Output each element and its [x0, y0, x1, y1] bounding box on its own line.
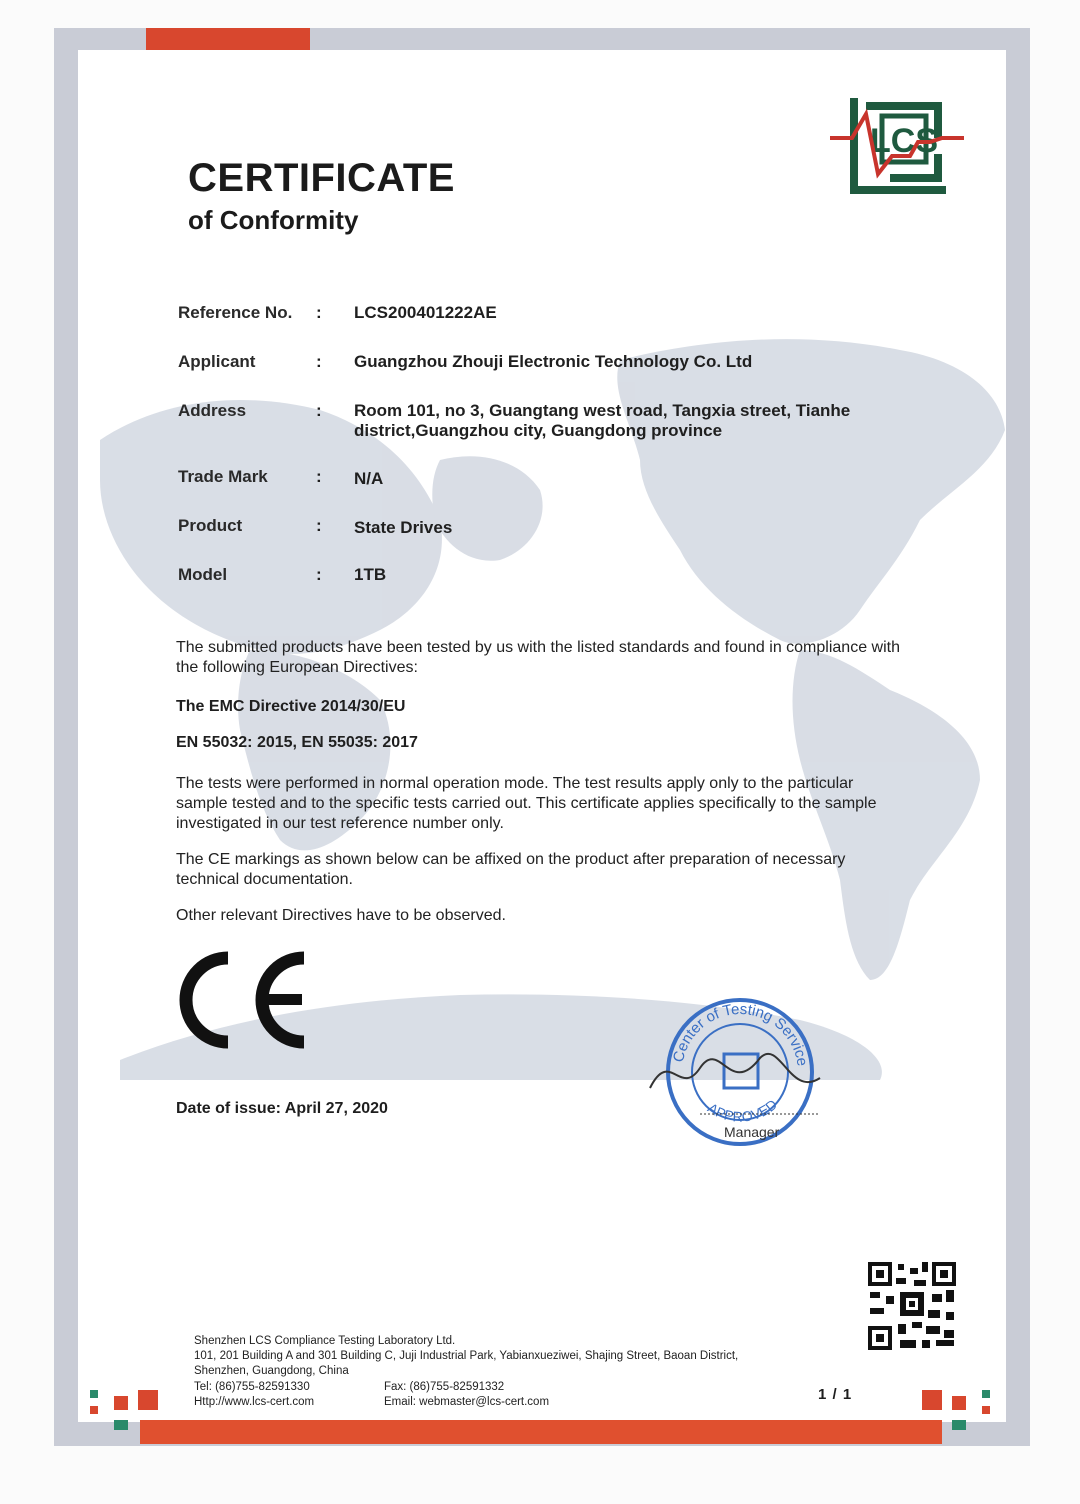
- qr-code: [866, 1260, 958, 1352]
- field-colon: :: [316, 352, 322, 371]
- top-accent-bar: [146, 28, 310, 50]
- standards-text: EN 55032: 2015, EN 55035: 2017: [176, 734, 418, 751]
- field-value: N/A: [354, 469, 384, 488]
- other-directives-text: Other relevant Directives have to be observed.: [176, 907, 506, 924]
- date-of-issue: Date of issue: April 27, 2020: [176, 1100, 388, 1117]
- footer-email: Email: webmaster@lcs-cert.com: [384, 1396, 550, 1408]
- ce-line: technical documentation.: [176, 871, 353, 888]
- bottom-accent-bar: [140, 1420, 942, 1444]
- tests-paragraph: [176, 774, 966, 834]
- tests-line: The tests were performed in normal operation mode. The test results apply only to the particular: [176, 775, 854, 792]
- intro-line: The submitted products have been tested by us with the listed standards and found in compliance with: [176, 639, 900, 656]
- field-colon: :: [316, 467, 322, 486]
- field-label: Model: [178, 565, 228, 584]
- footer-address-line: 101, 201 Building A and 301 Building C, Juji Industrial Park, Yabianxueziwei, Shajing Street, Baoan District,: [194, 1350, 739, 1362]
- ce-line: The CE markings as shown below can be affixed on the product after preparation of necessary: [176, 851, 846, 868]
- logo-letter: LCS: [870, 122, 938, 160]
- field-value: LCS200401222AE: [354, 303, 497, 322]
- stamp-approved: APPROVED: [705, 1096, 781, 1125]
- footer-address-line: Shenzhen, Guangdong, China: [194, 1365, 349, 1377]
- certificate-title: CERTIFICATE: [188, 156, 455, 200]
- field-value: Guangzhou Zhouji Electronic Technology Co. Ltd: [354, 352, 753, 371]
- footer-website: Http://www.lcs-cert.com: [194, 1396, 315, 1408]
- field-label: Trade Mark: [178, 467, 268, 486]
- field-label: Address: [178, 401, 247, 420]
- field-label: Product: [178, 516, 243, 535]
- field-colon: :: [316, 565, 322, 584]
- footer-tel: Tel: (86)755-82591330: [194, 1381, 310, 1393]
- field-value: 1TB: [354, 565, 387, 584]
- certificate-subtitle: of Conformity: [188, 205, 359, 235]
- field-label: Applicant: [178, 352, 256, 371]
- ce-paragraph: [176, 850, 966, 890]
- field-value: State Drives: [354, 518, 453, 537]
- field-colon: :: [316, 516, 322, 535]
- intro-line: the following European Directives:: [176, 659, 418, 676]
- field-colon: :: [316, 401, 322, 420]
- field-value: Room 101, no 3, Guangtang west road, Tangxia street, Tianhe: [354, 401, 851, 420]
- manager-label: Manager: [724, 1124, 780, 1140]
- stamp-text: Center of Testing Service: [669, 1000, 811, 1068]
- footer-company: Shenzhen LCS Compliance Testing Laboratory Ltd.: [194, 1335, 456, 1347]
- ce-mark: [176, 950, 314, 1050]
- tests-line: investigated in our test reference number only.: [176, 815, 504, 832]
- field-label: Reference No.: [178, 303, 293, 322]
- intro-paragraph: [176, 638, 966, 678]
- tests-line: sample tested and to the specific tests carried out. This certificate applies specifically to the sample: [176, 795, 877, 812]
- directive-text: The EMC Directive 2014/30/EU: [176, 698, 406, 715]
- field-colon: :: [316, 303, 322, 322]
- page-number: 1 / 1: [818, 1386, 853, 1403]
- field-value-line2: district,Guangzhou city, Guangdong province: [354, 421, 723, 440]
- lcs-logo: [830, 94, 964, 198]
- footer-fax: Fax: (86)755-82591332: [384, 1381, 505, 1393]
